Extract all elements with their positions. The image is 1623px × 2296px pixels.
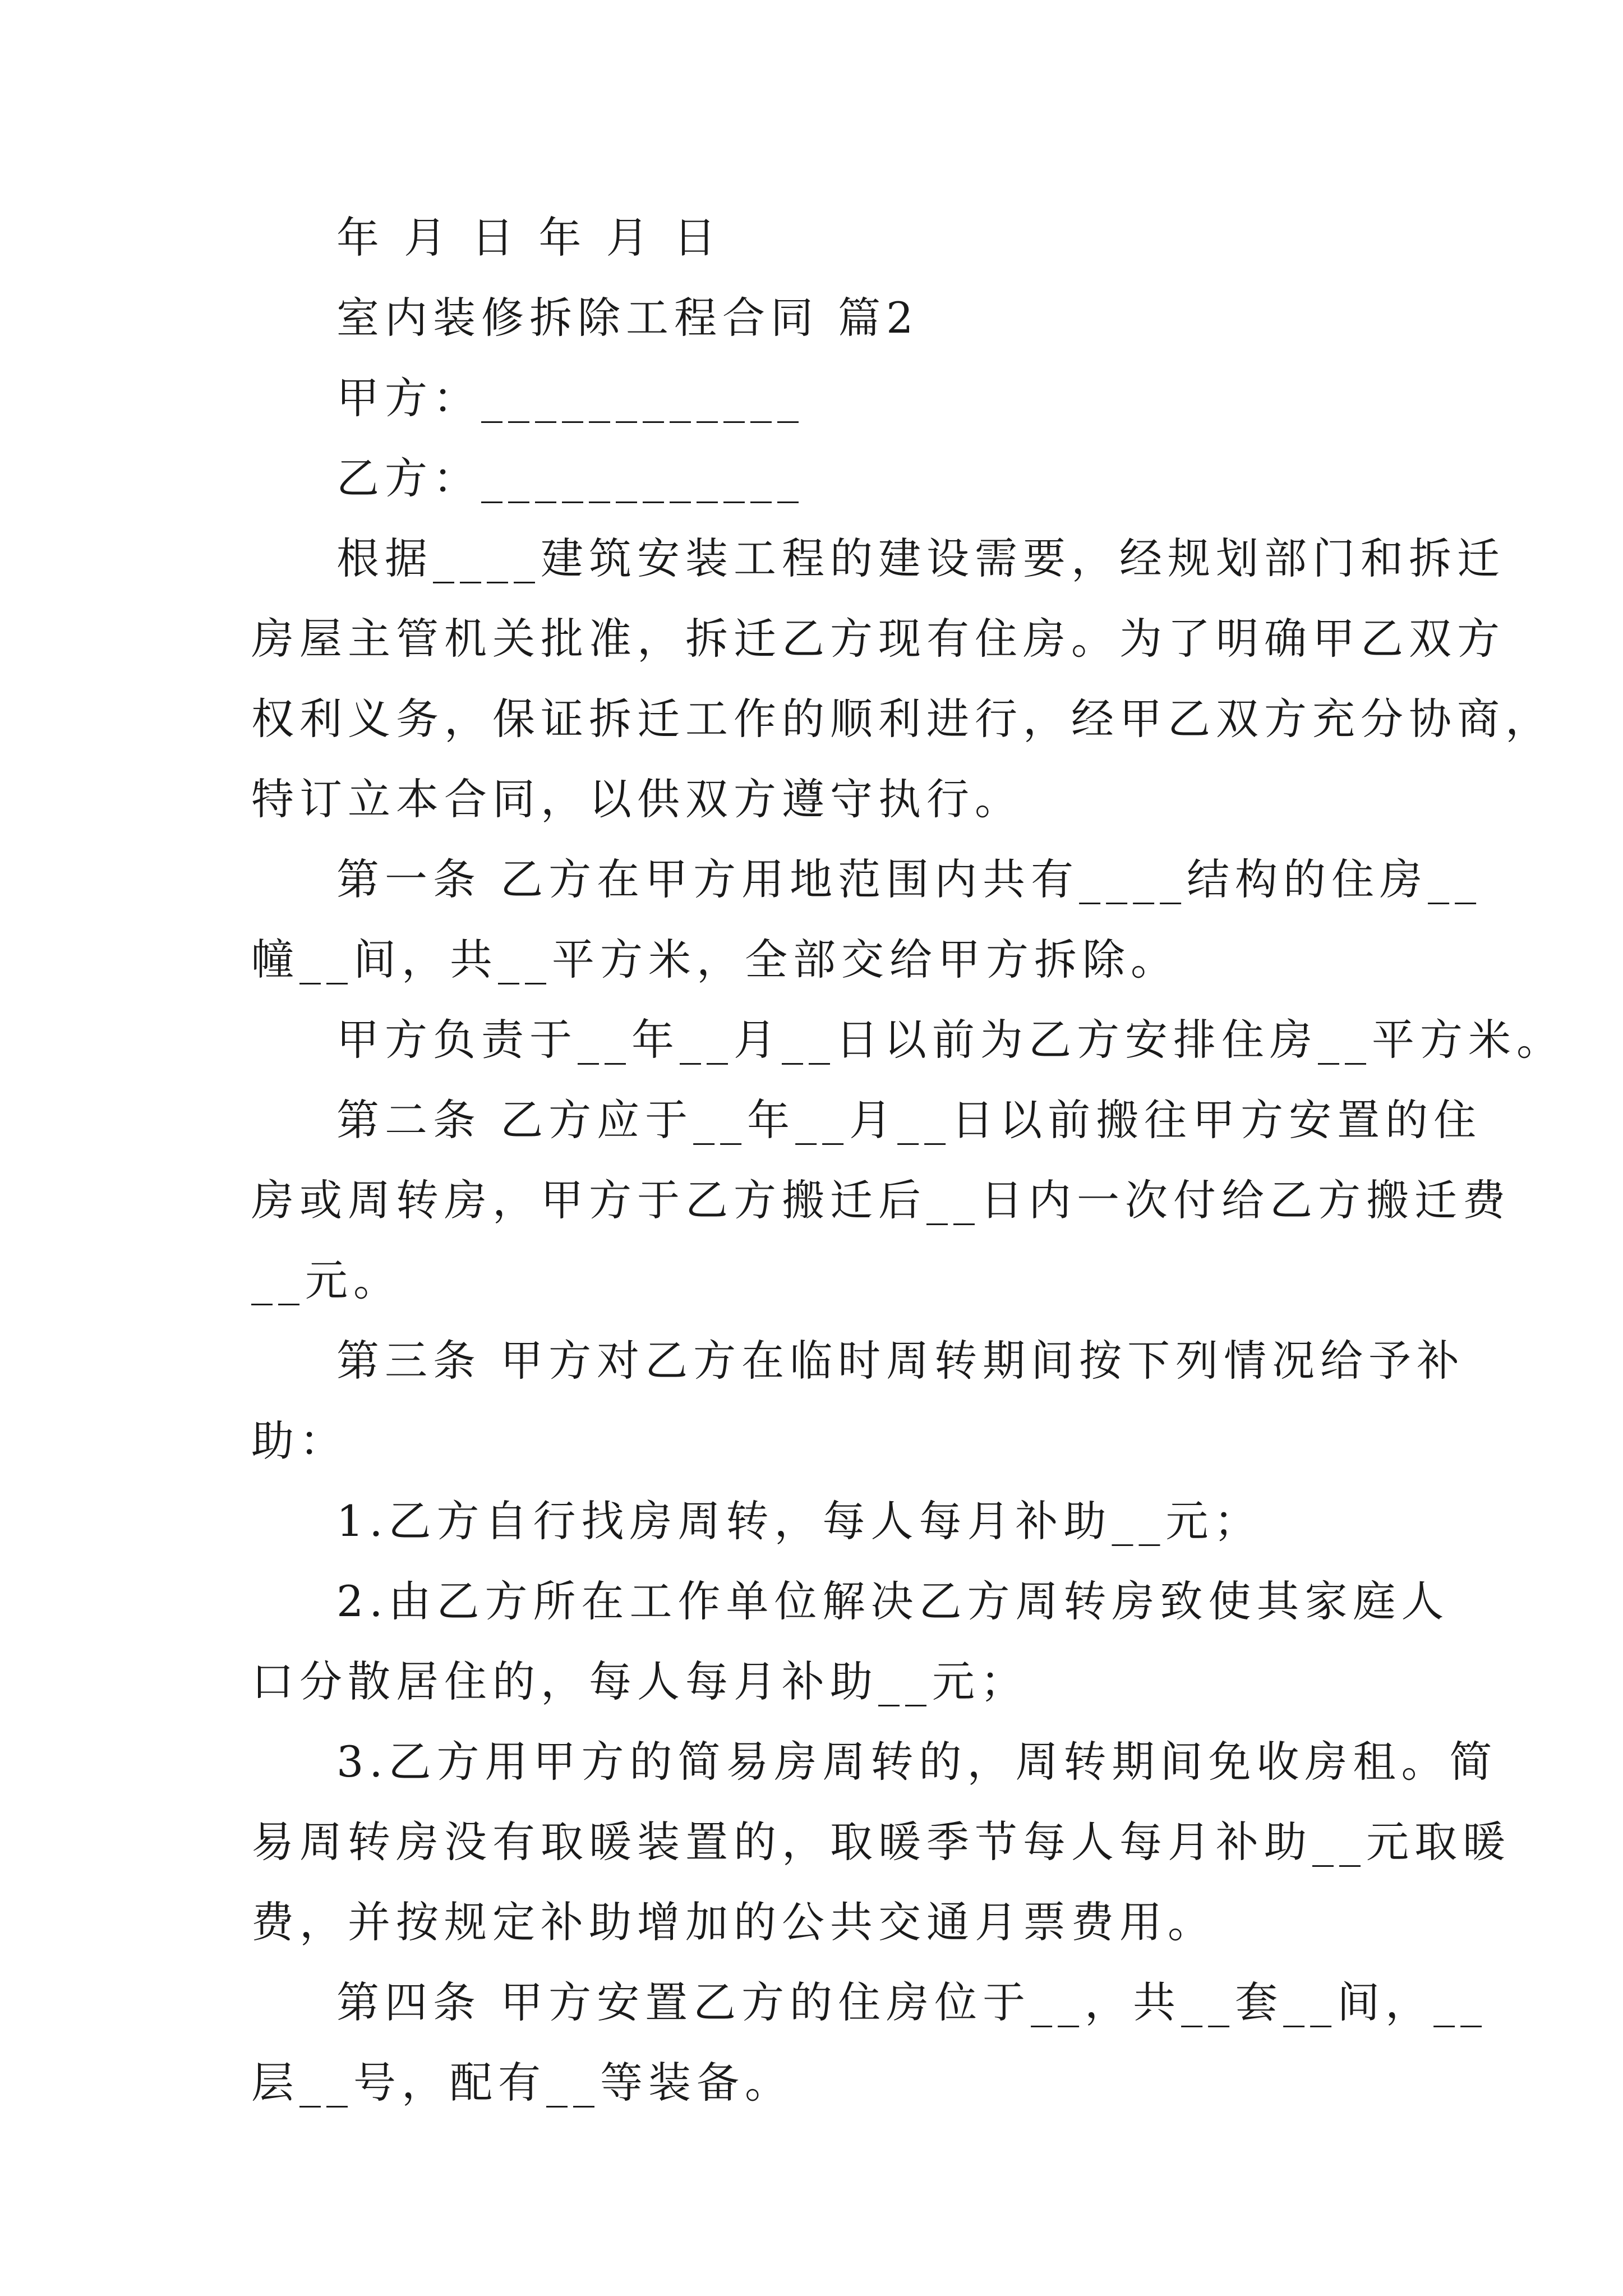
- article-4-line-2: 层__号，配有__等装备。: [251, 2058, 793, 2108]
- article-3-item-3-line-3: 费，并按规定补助增加的公共交通月票费用。: [251, 1897, 1216, 1947]
- preamble-line-1: 根据____建筑安装工程的建设需要，经规划部门和拆迁: [336, 533, 1505, 583]
- article-3-line-1: 第三条 甲方对乙方在临时周转期间按下列情况给予补: [336, 1336, 1465, 1386]
- article-2-line-3: __元。: [251, 1255, 402, 1305]
- article-2-line-1: 第二条 乙方应于__年__月__日以前搬往甲方安置的住: [336, 1095, 1482, 1145]
- preamble-line-2: 房屋主管机关批准，拆迁乙方现有住房。为了明确甲乙双方: [251, 614, 1505, 664]
- contract-title: 室内装修拆除工程合同 篇2: [336, 293, 919, 343]
- article-3-item-2-line-1: 2.由乙方所在工作单位解决乙方周转房致使其家庭人: [336, 1576, 1450, 1626]
- article-3-item-3-line-1: 3.乙方用甲方的简易房周转的，周转期间免收房租。简: [336, 1737, 1498, 1787]
- preamble-line-3: 权利义务，保证拆迁工作的顺利进行，经甲乙双方充分协商，: [251, 694, 1553, 744]
- article-3-item-1: 1.乙方自行找房周转，每人每月补助__元；: [336, 1496, 1262, 1546]
- article-3-item-2-line-2: 口分散居住的，每人每月补助__元；: [251, 1657, 1029, 1706]
- preamble-line-4: 特订立本合同，以供双方遵守执行。: [251, 774, 1023, 824]
- article-3-line-2: 助：: [251, 1416, 348, 1466]
- article-1-line-3: 甲方负责于__年__月__日以前为乙方安排住房__平方米。: [336, 1015, 1565, 1065]
- date-line: 年 月 日 年 月 日: [336, 213, 722, 263]
- party-a-line: 甲方：____________: [336, 373, 804, 423]
- article-3-item-3-line-2: 易周转房没有取暖装置的，取暖季节每人每月补助__元取暖: [251, 1817, 1511, 1867]
- document-body: [251, 197, 1565, 2123]
- article-1-line-1: 第一条 乙方在甲方用地范围内共有____结构的住房__: [336, 854, 1482, 904]
- article-2-line-2: 房或周转房，甲方于乙方搬迁后__日内一次付给乙方搬迁费: [251, 1175, 1511, 1225]
- party-b-line: 乙方：____________: [336, 453, 804, 503]
- article-1-line-2: 幢__间，共__平方米，全部交给甲方拆除。: [251, 935, 1179, 984]
- article-4-line-1: 第四条 甲方安置乙方的住房位于__，共__套__间，__: [336, 1977, 1488, 2027]
